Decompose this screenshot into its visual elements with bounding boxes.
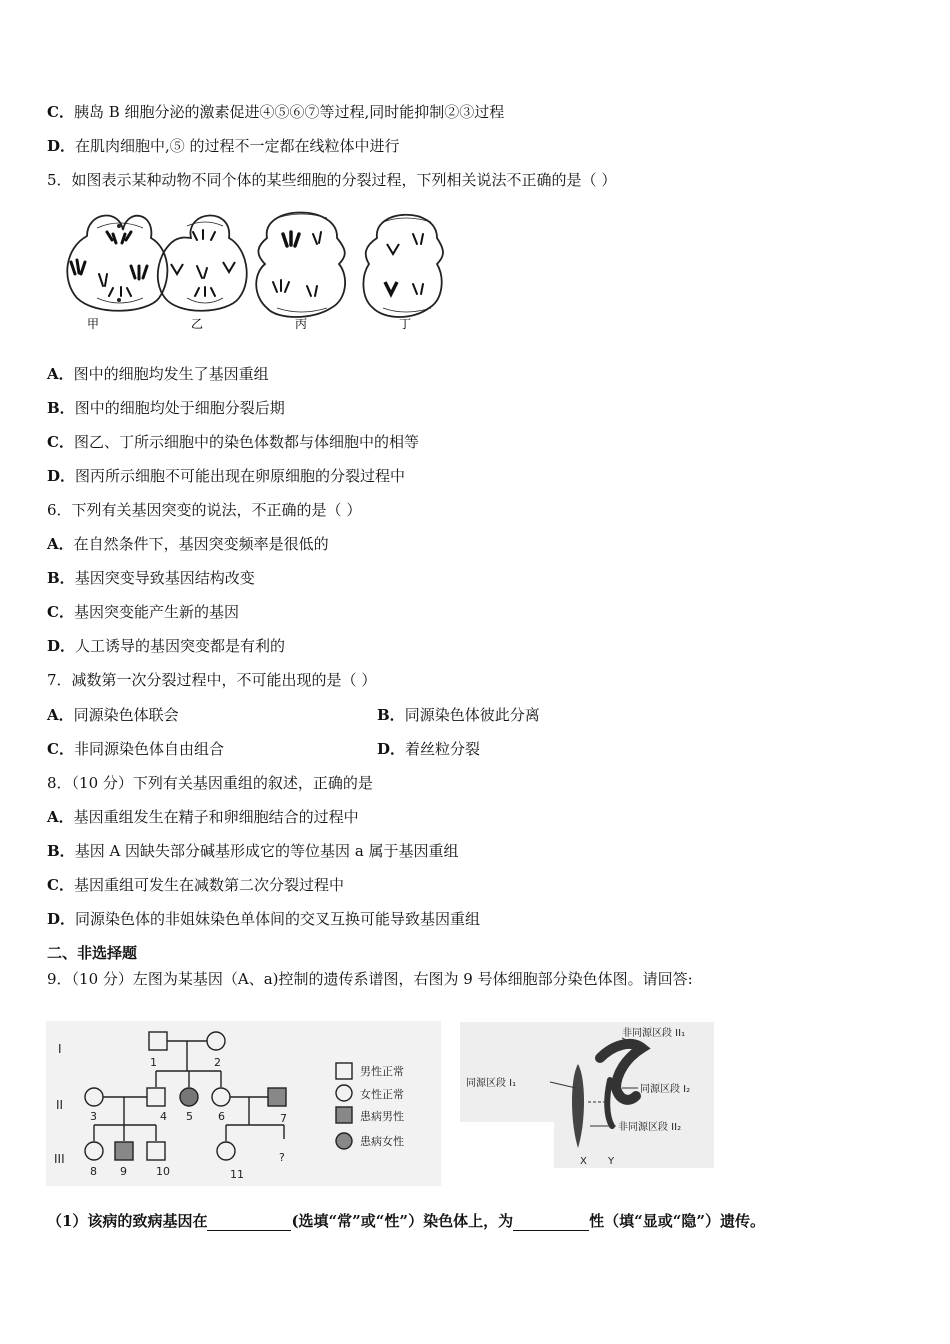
q5-option-c — [47, 432, 419, 452]
label-homologous-i2: 同源区段 I₂ — [640, 1084, 691, 1095]
cell-label-jia: 甲 — [87, 317, 100, 331]
individual-11 — [217, 1142, 235, 1160]
cell-ding — [363, 215, 443, 331]
option-text: 基因重组发生在精子和卵细胞结合的过程中 — [73, 808, 359, 826]
option-label: C． — [47, 103, 74, 121]
q7-option-b — [377, 705, 540, 725]
legend-label: 患病女性 — [360, 1135, 404, 1148]
q9-sub1 — [47, 1211, 765, 1231]
q7-option-c — [47, 739, 224, 759]
option-text: 在肌肉细胞中,⑤ 的过程不一定都在线粒体中进行 — [75, 137, 400, 155]
option-label: B． — [47, 399, 75, 417]
legend-label: 患病男性 — [360, 1110, 404, 1123]
chromosome-figure — [460, 1022, 714, 1168]
individual-number: 1 — [150, 1056, 157, 1069]
option-label: D． — [47, 137, 76, 155]
cell-label-bing: 丙 — [295, 317, 308, 331]
label-y: Y — [608, 1156, 615, 1167]
q5-stem: 5．如图表示某种动物不同个体的某些细胞的分裂过程，下列相关说法不正确的是（ ） — [47, 171, 617, 189]
label-nonhomologous-ii2: 非同源区段 II₂ — [618, 1122, 682, 1133]
option-text: 在自然条件下，基因突变频率是很低的 — [73, 535, 329, 553]
legend-normal-female-icon — [336, 1085, 352, 1101]
individual-1 — [149, 1032, 167, 1050]
option-label: A． — [47, 706, 74, 724]
q8-option-b — [47, 841, 459, 861]
individual-number: 10 — [156, 1165, 170, 1178]
option-text: 同源染色体的非姐妹染色单体间的交叉互换可能导致基因重组 — [75, 910, 481, 928]
individual-number: 6 — [218, 1110, 225, 1123]
q5-option-a — [47, 364, 269, 384]
option-label: C． — [47, 876, 74, 894]
individual-number: 8 — [90, 1165, 97, 1178]
option-label: A． — [47, 808, 74, 826]
cell-yi — [158, 215, 247, 331]
option-text: 基因 A 因缺失部分碱基形成它的等位基因 a 属于基因重组 — [74, 842, 459, 860]
option-text: 基因重组可发生在减数第二次分裂过程中 — [73, 876, 344, 894]
option-label: C． — [47, 603, 74, 621]
generation-label: II — [56, 1098, 64, 1112]
q6-stem: 6．下列有关基因突变的说法，不正确的是（ ） — [47, 501, 362, 519]
unknown-individual: ? — [279, 1151, 285, 1164]
option-label: D． — [47, 637, 76, 655]
sub1-suffix: 性（填“显或“隐”）遗传。 — [589, 1212, 765, 1230]
individual-number: 3 — [90, 1110, 97, 1123]
individual-9 — [115, 1142, 133, 1160]
q6-option-d — [47, 636, 285, 656]
q6-option-a — [47, 534, 329, 554]
option-label: A． — [47, 365, 74, 383]
individual-number: 4 — [160, 1110, 167, 1123]
individual-4 — [147, 1088, 165, 1106]
option-text: 着丝粒分裂 — [405, 740, 481, 758]
q6-option-b — [47, 568, 255, 588]
q9-stem: 9．（10 分）左图为某基因（A、a)控制的遗传系谱图，右图为 9 号体细胞部分染色体图。请回答: — [47, 970, 693, 988]
option-text: 基因突变导致基因结构改变 — [74, 569, 255, 587]
cell-jia — [67, 216, 167, 331]
section-title: 二、非选择题 — [47, 944, 138, 962]
option-label: D． — [47, 467, 76, 485]
q7-option-d — [377, 739, 480, 759]
individual-5 — [180, 1088, 198, 1106]
individual-7 — [268, 1088, 286, 1106]
legend-label: 女性正常 — [360, 1088, 404, 1101]
label-nonhomologous-ii1: 非同源区段 II₁ — [622, 1028, 686, 1039]
legend-affected-male-icon — [336, 1107, 352, 1123]
q6-option-c — [47, 602, 239, 622]
option-label: C． — [47, 433, 74, 451]
generation-label: I — [58, 1042, 62, 1056]
answer-blank-1[interactable] — [207, 1214, 291, 1231]
option-label: B． — [47, 842, 75, 860]
option-text: 图乙、丁所示细胞中的染色体数都与体细胞中的相等 — [73, 433, 419, 451]
option-label: D． — [47, 910, 76, 928]
cell-bing — [256, 213, 345, 332]
option-label: A． — [47, 535, 74, 553]
q8-option-a — [47, 807, 359, 827]
option-text: 胰岛 B 细胞分泌的激素促进④⑤⑥⑦等过程,同时能抑制②③过程 — [73, 103, 505, 121]
individual-2 — [207, 1032, 225, 1050]
option-text: 图中的细胞均发生了基因重组 — [73, 365, 269, 383]
q8-stem: 8．（10 分）下列有关基因重组的叙述，正确的是 — [47, 774, 373, 792]
q7-stem: 7．减数第一次分裂过程中，不可能出现的是（ ） — [47, 671, 377, 689]
sub1-prefix: （1）该病的致病基因在 — [47, 1212, 208, 1230]
option-label: B． — [47, 569, 75, 587]
option-text: 图中的细胞均处于细胞分裂后期 — [74, 399, 285, 417]
option-label: D． — [377, 740, 406, 758]
q7-option-a — [47, 705, 179, 725]
q5-option-d — [47, 466, 405, 486]
cell-label-yi: 乙 — [191, 317, 204, 331]
answer-blank-2[interactable] — [513, 1214, 589, 1231]
pedigree-figure — [46, 1021, 441, 1186]
legend-affected-female-icon — [336, 1133, 352, 1149]
individual-10 — [147, 1142, 165, 1160]
label-homologous-i1: 同源区段 I₁ — [466, 1078, 517, 1089]
q4-option-d — [47, 136, 400, 156]
individual-8 — [85, 1142, 103, 1160]
individual-number: 9 — [120, 1165, 127, 1178]
option-text: 基因突变能产生新的基因 — [73, 603, 239, 621]
legend-label: 男性正常 — [360, 1065, 404, 1078]
option-text: 图丙所示细胞不可能出现在卵原细胞的分裂过程中 — [75, 467, 406, 485]
individual-number: 2 — [214, 1056, 221, 1069]
individual-3 — [85, 1088, 103, 1106]
individual-number: 11 — [230, 1168, 244, 1181]
label-x: X — [580, 1156, 587, 1167]
cell-label-ding: 丁 — [399, 317, 412, 331]
q5-option-b — [47, 398, 285, 418]
sub1-middle: (选填“常”或“性”）染色体上，为 — [291, 1212, 514, 1230]
option-label: C． — [47, 740, 74, 758]
option-label: B． — [377, 706, 405, 724]
option-text: 同源染色体联会 — [73, 706, 179, 724]
option-text: 人工诱导的基因突变都是有利的 — [75, 637, 286, 655]
q4-option-c — [47, 102, 504, 122]
option-text: 非同源染色体自由组合 — [73, 740, 224, 758]
legend-normal-male-icon — [336, 1063, 352, 1079]
cell-division-figure — [47, 204, 447, 332]
individual-number: 7 — [280, 1112, 287, 1125]
individual-number: 5 — [186, 1110, 193, 1123]
option-text: 同源染色体彼此分离 — [404, 706, 540, 724]
individual-6 — [212, 1088, 230, 1106]
generation-label: III — [54, 1152, 65, 1166]
q8-option-c — [47, 875, 344, 895]
q8-option-d — [47, 909, 480, 929]
